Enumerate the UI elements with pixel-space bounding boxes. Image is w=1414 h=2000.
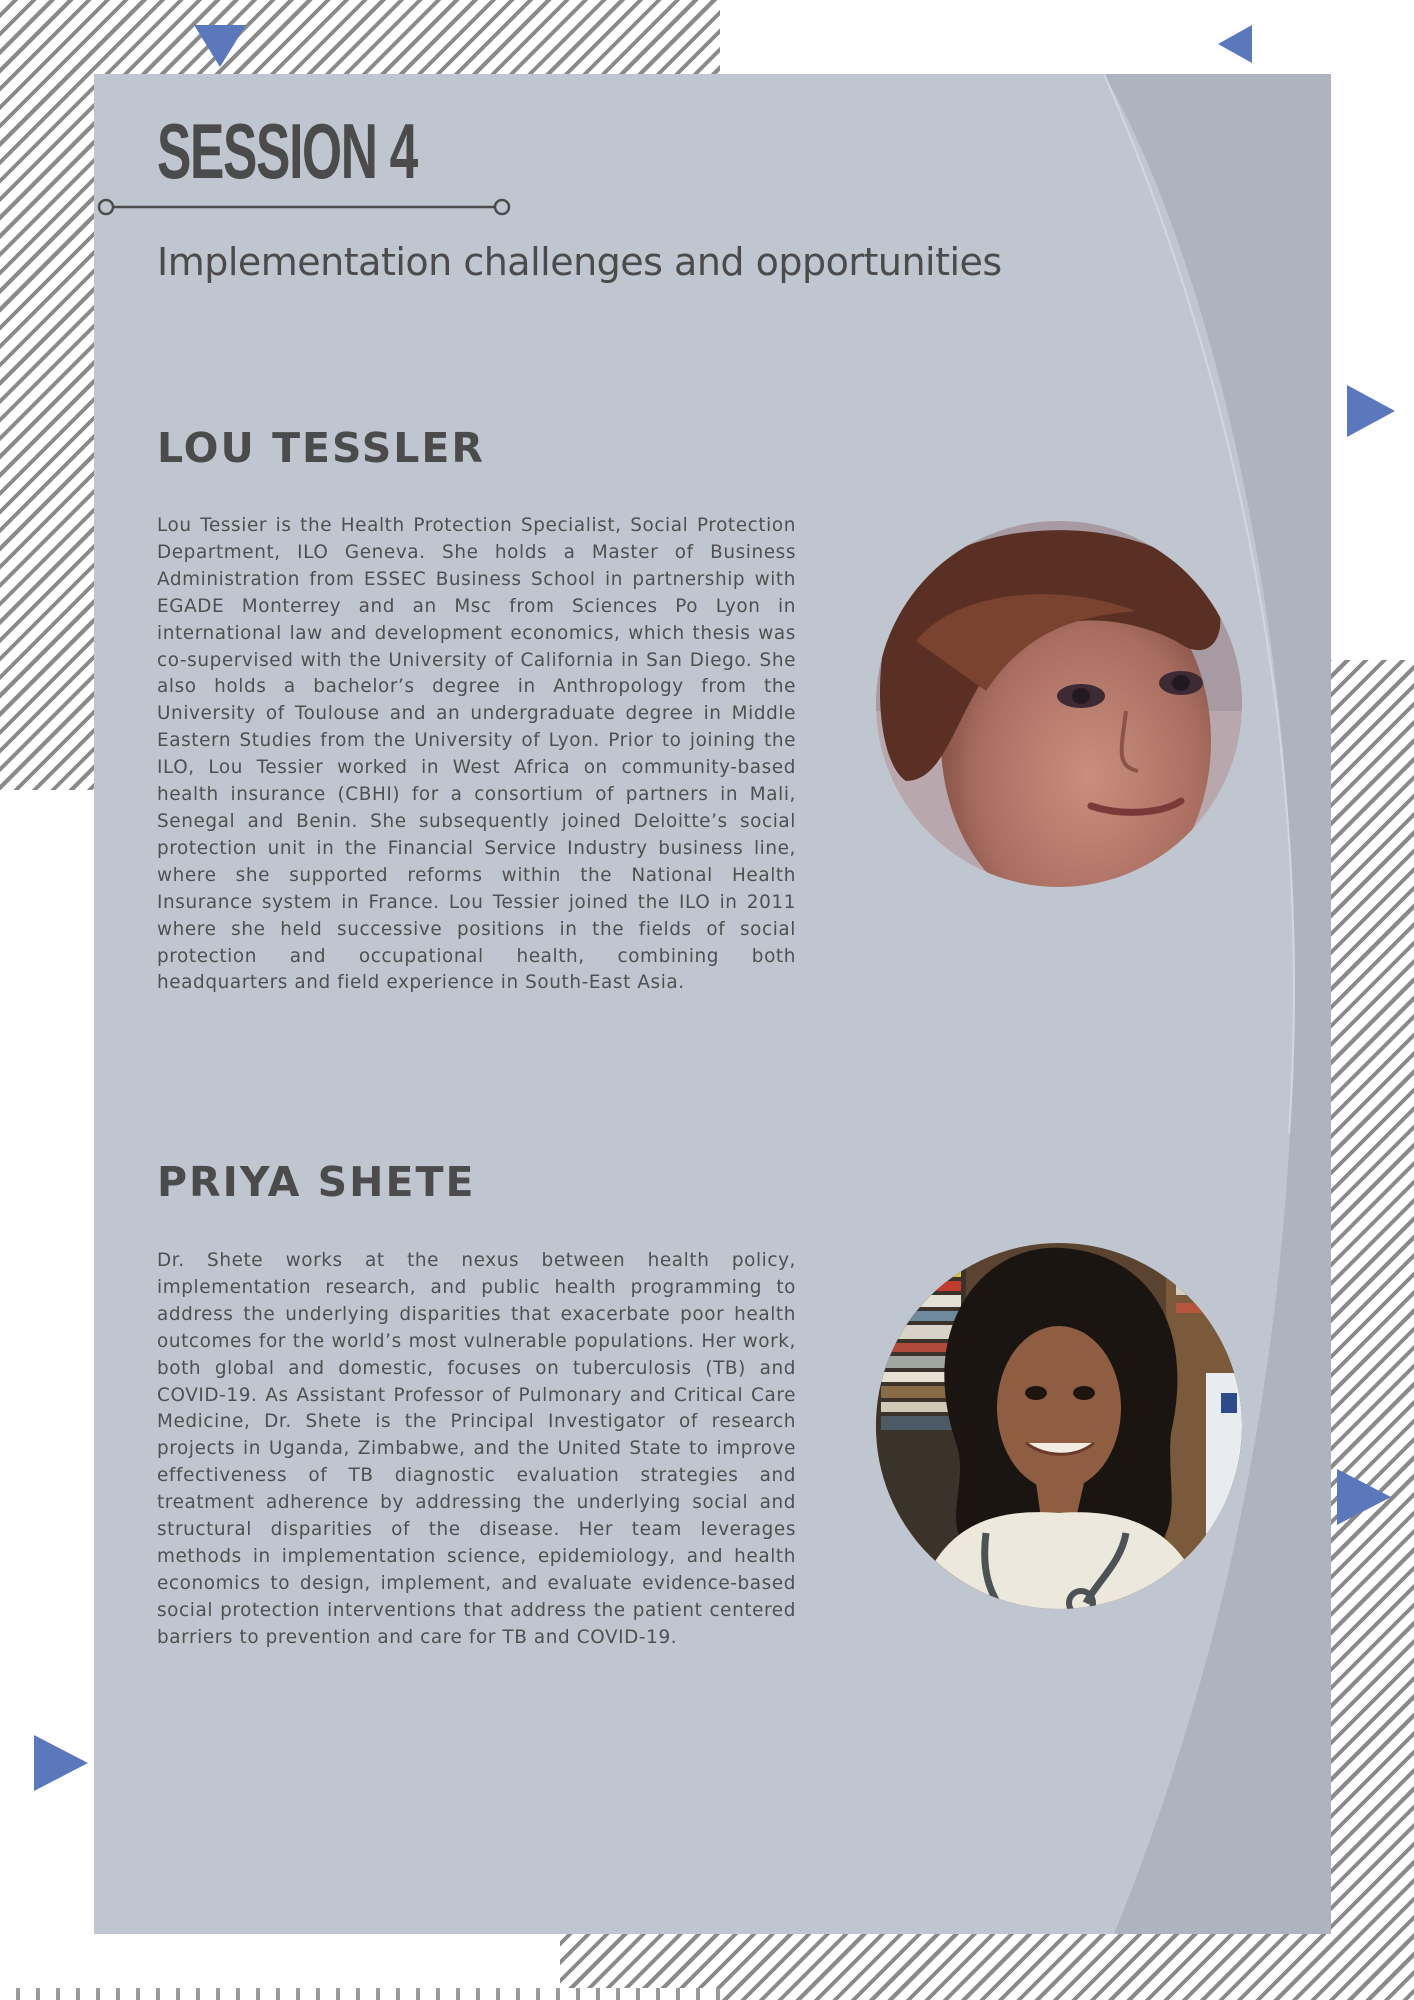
curved-band-decoration — [94, 74, 1331, 1934]
triangle-right-icon — [1347, 385, 1395, 437]
triangle-right-icon — [34, 1735, 88, 1791]
triangle-right-icon — [1337, 1469, 1391, 1525]
session-subtitle: Implementation challenges and opportunities — [157, 240, 1002, 284]
portrait-photo-icon — [876, 521, 1242, 887]
session-title: SESSION 4 — [157, 107, 417, 195]
triangle-left-icon — [1218, 25, 1252, 63]
speaker-name: LOU TESSLER — [157, 424, 485, 472]
triangle-down-icon — [194, 25, 246, 67]
speaker-bio: Lou Tessier is the Health Protection Specialist, Social Protection Department, ILO Geneva. She holds a Master of Business Administration from ESSEC Business School in partnership with EGADE Monterrey and an Msc from Sciences Po Lyon in international law and development economics, which thesis was co-supervised with the University of California in San Diego. She also holds a bachelor’s degree in Anthropology from the University of Toulouse and an undergraduate degree in Middle Eastern Studies from the University of Lyon. Prior to joining the ILO, Lou Tessier worked in West Africa on community-based health insurance (CBHI) for a consortium of partners in Mali, Senegal and Benin. She subsequently joined Deloitte’s social protection unit in the Financial Service Industry business line, where she supported reforms within the National Health Insurance system in France. Lou Tessier joined the ILO in 2011 where she held successive positions in the fields of social protection and occupational health, combining both headquarters and field experience in South-East Asia. — [157, 515, 796, 994]
dashed-border-decoration — [0, 1988, 720, 2000]
title-underline-divider — [96, 197, 516, 217]
content-panel — [94, 74, 1331, 1934]
portrait-photo-icon — [876, 1243, 1242, 1609]
speaker-photo — [876, 521, 1242, 887]
speaker-name: PRIYA SHETE — [157, 1158, 476, 1206]
speaker-photo — [876, 1243, 1242, 1609]
speaker-bio: Dr. Shete works at the nexus between health policy, implementation research, and public health programming to address the underlying disparities that exacerbate poor health outcomes for the world’s most vulnerable populations. Her work, both global and domestic, focuses on tuberculosis (TB) and COVID-19. As Assistant Professor of Pulmonary and Critical Care Medicine, Dr. Shete is the Principal Investigator of research projects in Uganda, Zimbabwe, and the United State to improve effectiveness of TB diagnostic evaluation strategies and treatment adherence by addressing the underlying social and structural disparities of the disease. Her team leverages methods in implementation science, epidemiology, and health economics to design, implement, and evaluate evidence-based social protection interventions that address the patient centered barriers to prevention and care for TB and COVID-19. — [157, 1250, 796, 1648]
